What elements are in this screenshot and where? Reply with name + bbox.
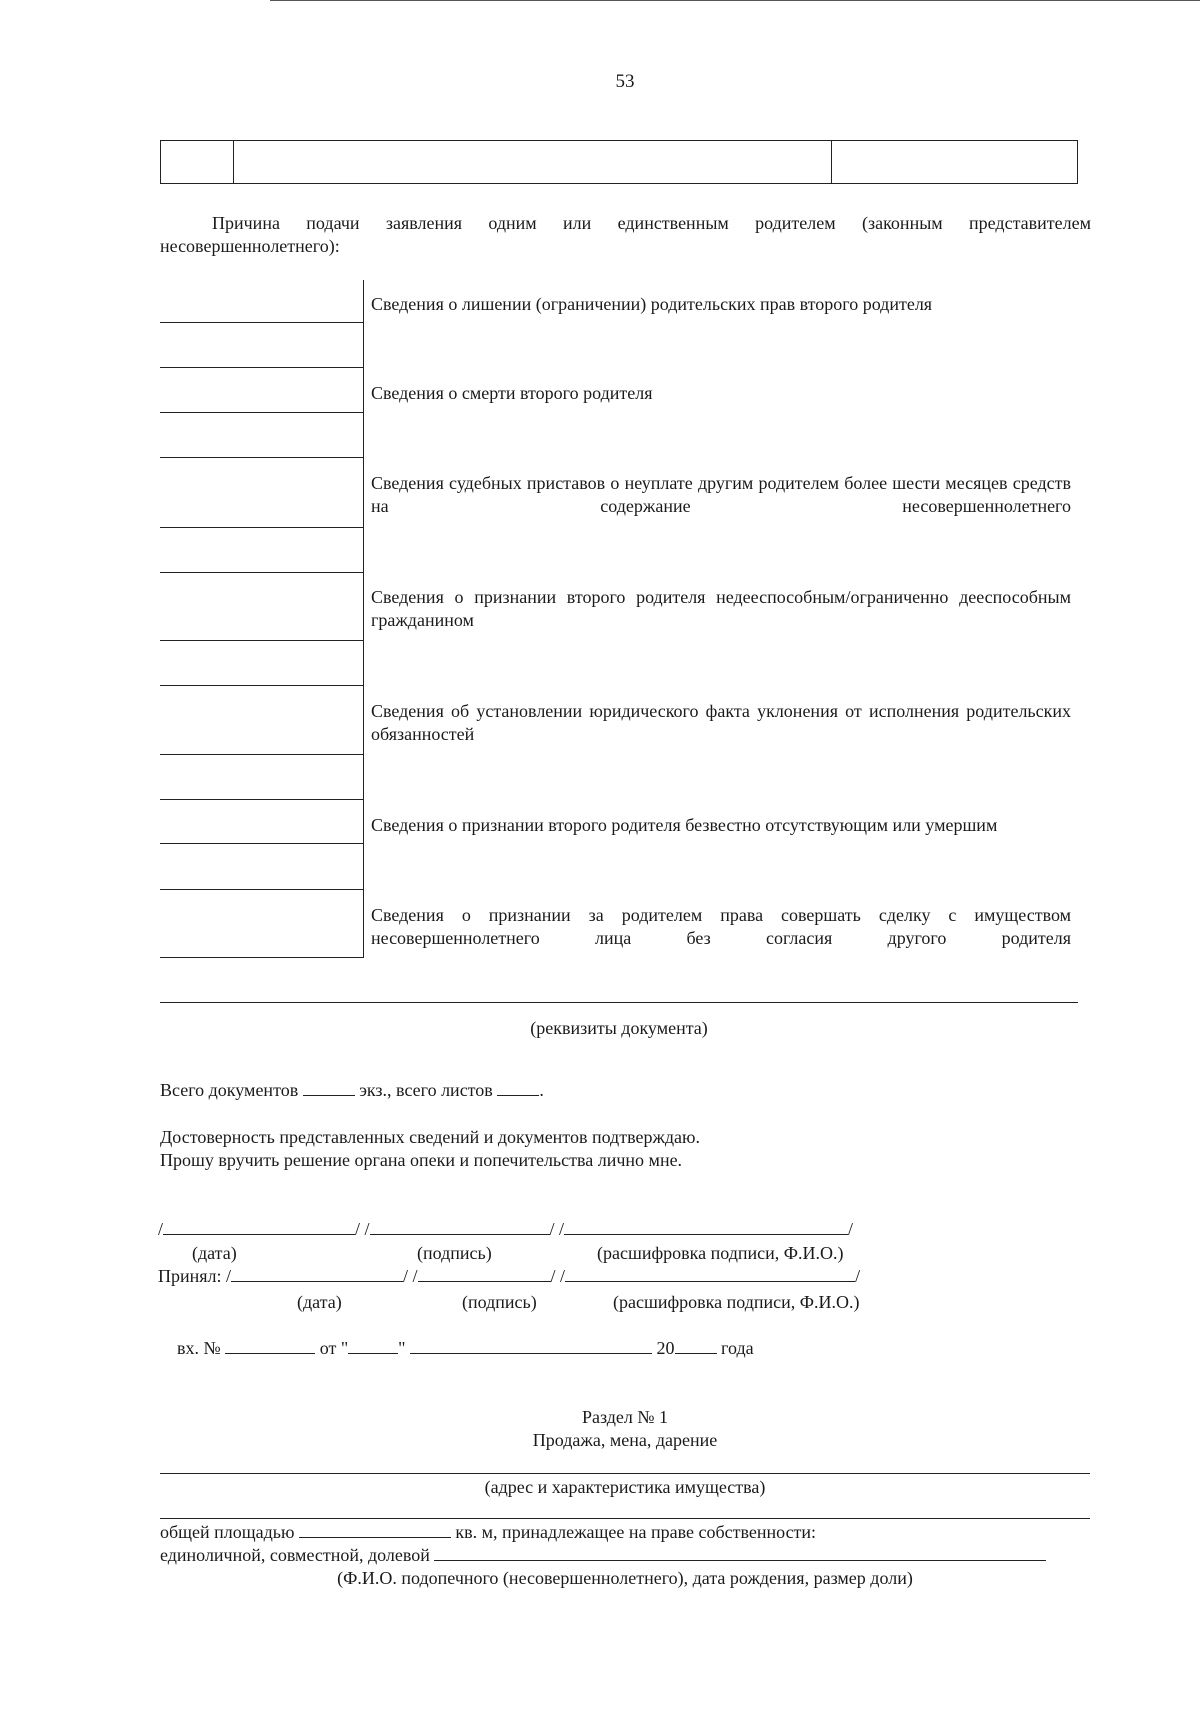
confirm-line-2: Прошу вручить решение органа опеки и попечительства лично мне. [160, 1150, 683, 1170]
section-subtitle: Продажа, мена, дарение [532, 1430, 718, 1450]
incoming-number-field[interactable] [225, 1336, 315, 1354]
incoming-month-field[interactable] [410, 1336, 652, 1354]
slash: / [855, 1266, 861, 1286]
option-death: Сведения о смерти второго родителя [371, 383, 653, 403]
accepted-decode-field[interactable] [565, 1264, 855, 1282]
ownership-types: единоличной, совместной, долевой [160, 1545, 430, 1565]
option-deprivation-rights: Сведения о лишении (ограничении) родительских прав второго родителя [371, 294, 933, 314]
checkbox-line[interactable] [160, 799, 363, 800]
address-caption: (адрес и характеристика имущества) [484, 1477, 766, 1497]
address-line[interactable] [160, 1473, 1090, 1474]
option-incapacity: Сведения о признании второго родителя недееспособным/ограниченно дееспособным гражданином [371, 587, 1071, 630]
scan-top-edge [270, 0, 1200, 1]
accepted-label-decode: (расшифровка подписи, Ф.И.О.) [613, 1292, 860, 1312]
total-docs-line [160, 1078, 544, 1102]
checkbox-line[interactable] [160, 754, 363, 755]
checkbox-line[interactable] [160, 572, 363, 573]
slash: / / [550, 1266, 566, 1286]
ownership-row [160, 1543, 1046, 1567]
checkbox-line[interactable] [160, 685, 363, 686]
incoming-year-field[interactable] [675, 1336, 717, 1354]
checkbox-line[interactable] [160, 322, 363, 323]
checkbox-line[interactable] [160, 527, 363, 528]
accepted-prefix: Принял: / [158, 1266, 232, 1286]
total-docs-prefix: Всего документов [160, 1080, 299, 1100]
area-row [160, 1520, 816, 1544]
area-suffix: кв. м, принадлежащее на праве собственности: [455, 1522, 817, 1542]
sheets-field[interactable] [497, 1078, 539, 1096]
copies-field[interactable] [303, 1078, 355, 1096]
option-missing-or-dead: Сведения о признании второго родителя безвестно отсутствующим или умершим [371, 815, 998, 835]
total-docs-middle: экз., всего листов [359, 1080, 493, 1100]
checkbox-line[interactable] [160, 457, 363, 458]
accepted-row [158, 1264, 860, 1288]
doc-requisites-line[interactable] [160, 1002, 1078, 1003]
label-date: (дата) [192, 1243, 237, 1263]
incoming-year-suffix: года [721, 1338, 754, 1358]
incoming-from: от " [319, 1338, 349, 1358]
area-prefix: общей площадью [160, 1522, 295, 1542]
option-right-to-deal: Сведения о признании за родителем права совершать сделку с имуществом несовершеннолетнего лица без согласия другого родителя [371, 905, 1071, 948]
incoming-year-prefix: 20 [656, 1338, 675, 1358]
area-field[interactable] [299, 1520, 451, 1538]
accepted-label-signature: (подпись) [462, 1292, 537, 1312]
confirm-line-1: Достоверность представленных сведений и документов подтверждаю. [160, 1127, 700, 1147]
signature-decode-field[interactable] [564, 1217, 848, 1235]
label-signature: (подпись) [417, 1243, 492, 1263]
incoming-prefix: вх. № [177, 1338, 221, 1358]
options-divider [363, 280, 364, 958]
quote: " [398, 1338, 406, 1358]
reason-intro: Причина подачи заявления одним или единственным родителем (законным представителем несовершеннолетнего): [160, 213, 1091, 256]
option-bailiffs-nonpayment: Сведения судебных приставов о неуплате другим родителем более шести месяцев средств на содержание несовершеннолетнего [371, 473, 1071, 516]
ownership-field[interactable] [434, 1543, 1046, 1561]
date-field[interactable] [163, 1217, 355, 1235]
header-table-divider [831, 141, 832, 183]
signature-field[interactable] [370, 1217, 550, 1235]
slash: / / [355, 1219, 370, 1239]
doc-requisites-caption: (реквизиты документа) [530, 1018, 708, 1038]
address-line-2[interactable] [160, 1518, 1090, 1519]
checkbox-line[interactable] [160, 889, 363, 890]
option-evasion: Сведения об установлении юридического факта уклонения от исполнения родительских обязанностей [371, 701, 1071, 744]
signature-row [158, 1217, 853, 1241]
incoming-day-field[interactable] [348, 1336, 398, 1354]
header-table-divider [233, 141, 234, 183]
header-table [160, 140, 1078, 184]
section-title: Раздел № 1 [581, 1407, 669, 1427]
checkbox-line[interactable] [160, 843, 363, 844]
checkbox-line[interactable] [160, 957, 363, 958]
slash: / / [403, 1266, 418, 1286]
slash: / [848, 1219, 854, 1239]
page-number: 53 [615, 71, 635, 92]
incoming-row [177, 1336, 754, 1360]
slash: / [158, 1219, 164, 1239]
accepted-label-date: (дата) [297, 1292, 342, 1312]
checkbox-line[interactable] [160, 412, 363, 413]
label-signature-decode: (расшифровка подписи, Ф.И.О.) [597, 1243, 844, 1263]
accepted-date-field[interactable] [231, 1264, 403, 1282]
slash: / / [549, 1219, 565, 1239]
checkbox-line[interactable] [160, 640, 363, 641]
accepted-signature-field[interactable] [418, 1264, 551, 1282]
ward-caption: (Ф.И.О. подопечного (несовершеннолетнего), дата рождения, размер доли) [337, 1568, 913, 1588]
total-docs-suffix: . [539, 1080, 544, 1100]
checkbox-line[interactable] [160, 367, 363, 368]
